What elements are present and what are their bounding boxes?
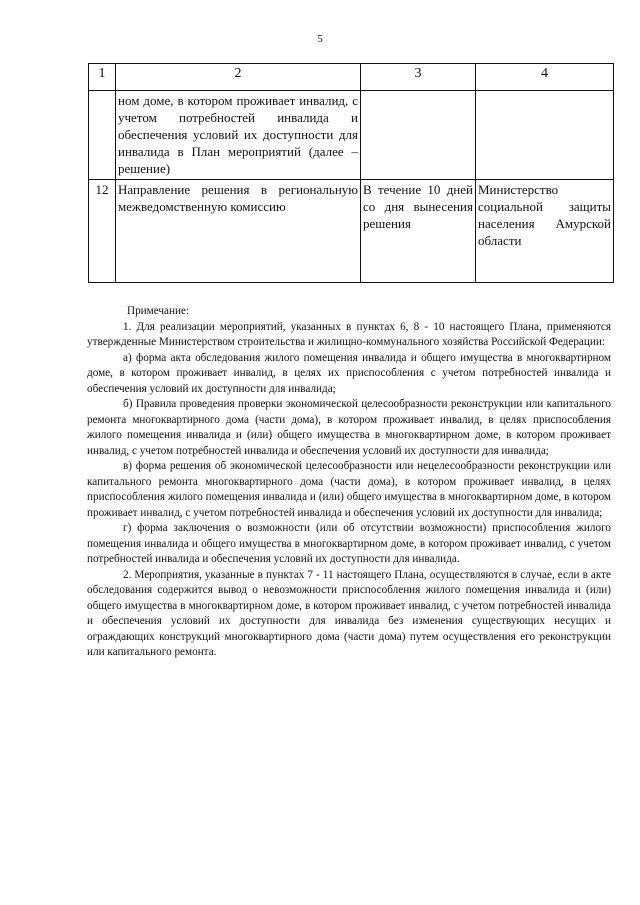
page-number: 5 [317,33,323,45]
header-cell-4: 4 [476,64,614,91]
note-paragraph: 2. Мероприятия, указанные в пунктах 7 - 11 настоящего Плана, осуществляются в случае, если в акте обследования содержится вывод о невозможности приспособления жилого помещения инвалида и (или) общего имущества в многоквартирном доме, в котором проживает инвалид, с учетом потребностей инвалида и обеспечения условий их доступности для инвалида без изменения существующих несущих и ограждающих конструкций многоквартирного дома (части дома) путем осуществления его реконструкции или капитального ремонта. [87,568,611,658]
note-paragraph: 1. Для реализации мероприятий, указанных в пунктах 6, 8 - 10 настоящего Плана, применяются утвержденные Министерством строительства и жилищно-коммунального хозяйства Российской Федерации: [87,320,611,348]
measure-cell: ном доме, в котором проживает инвалид, с учетом потребностей инвалида и обеспечения условий их доступности для инвалида в План мероприятий (далее – решение) [116,91,361,180]
measure-cell: Направление решения в региональную межведомственную комиссию [116,180,361,283]
header-cell-3: 3 [361,64,476,91]
notes-title: Примечание: [127,305,190,317]
header-cell-1: 1 [89,64,116,91]
header-cell-2: 2 [116,64,361,91]
term-cell: В течение 10 дней со дня вынесения решения [361,180,476,283]
notes-section [87,304,611,661]
row-number: 12 [89,180,116,283]
table-row [89,180,614,283]
note-paragraph: а) форма акта обследования жилого помещения инвалида и общего имущества в многоквартирном доме, в котором проживает инвалид, в целях их приспособления с учетом потребностей инвалида и обеспечения условий их доступности для инвалида; [87,351,611,395]
note-paragraph: б) Правила проведения проверки экономической целесообразности реконструкции или капитального ремонта многоквартирного дома (части дома), в котором проживает инвалид, в целях приспособления жилого помещения инвалида и (или) общего имущества в многоквартирном доме, в котором проживает инвалид, с учетом потребностей инвалида и обеспечения условий их доступности для инвалида; [87,398,611,457]
executor-cell [476,91,614,180]
term-cell [361,91,476,180]
note-paragraph: г) форма заключения о возможности (или об отсутствии возможности) приспособления жилого помещения инвалида и общего имущества в многоквартирном доме, в котором проживает инвалид, с учетом потребностей инвалида и обеспечения условий их доступности для инвалида. [87,522,611,565]
row-number [89,91,116,180]
plan-table [88,63,614,283]
executor-cell: Министерство социальной защиты населения Амурской области [476,180,614,283]
note-paragraph: в) форма решения об экономической целесообразности или нецелесообразности реконструкции или капитального ремонта многоквартирного дома (части дома), в котором проживает инвалид, в целях приспособления жилого помещения инвалида и (или) общего имущества в многоквартирном доме, в котором проживает инвалид, с учетом потребностей инвалида и обеспечения условий их доступности для инвалида; [87,460,611,519]
table-row [89,91,614,180]
table-header-row [89,64,614,91]
